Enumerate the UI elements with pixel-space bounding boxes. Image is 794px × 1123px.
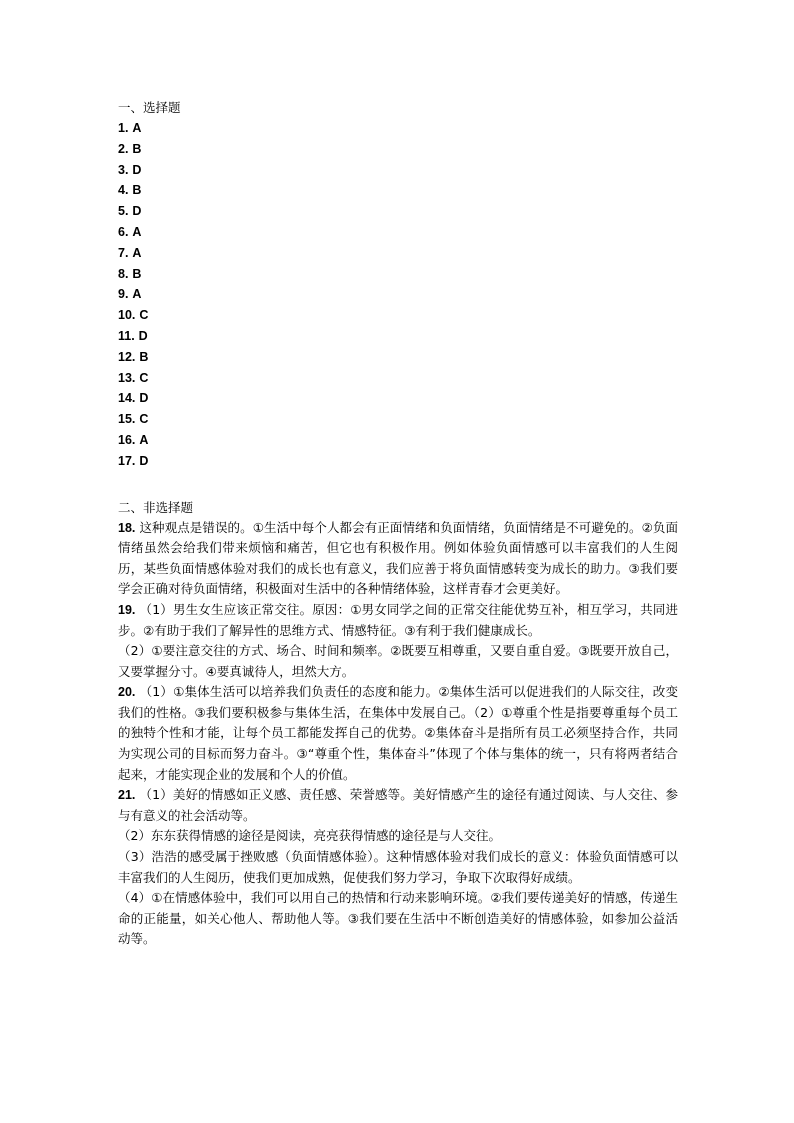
answer-text: （1）男生女生应该正常交往。原因：①男女同学之间的正常交往能优势互补，相互学习，共同进步。②有助于我们了解异性的思维方式、情感特征。③有利于我们健康成长。: [118, 601, 678, 638]
question-number: 1.: [118, 121, 129, 135]
question-number: 16.: [118, 432, 136, 447]
answer-letter: D: [139, 453, 149, 468]
answer-text: （1）①集体生活可以培养我们负责任的态度和能力。②集体生活可以促进我们的人际交往，改变我们的性格。③我们要积极参与集体生活，在集体中发展自己。（2）①尊重个性是指要尊重每个员工的独特个性和才能，让每个员工都能发挥自己的优势。②集体奋斗是指所有员工必须坚持合作，共同为实现公司的目标而努力奋斗。③“尊重个性，集体奋斗”体现了个体与集体的统一，只有将两者结合起来，才能实现企业的发展和个人的价值。: [118, 684, 678, 782]
choice-answer-11: [118, 326, 678, 347]
answer-q19-part1: [118, 600, 678, 641]
answer-letter: A: [132, 224, 142, 239]
answer-q20: [118, 682, 678, 785]
answer-letter: A: [132, 245, 142, 260]
answer-letter: C: [139, 370, 149, 385]
choice-answer-15: [118, 409, 678, 430]
answer-letter: B: [132, 183, 142, 198]
choice-answer-3: [118, 160, 678, 181]
question-number: 9.: [118, 287, 129, 302]
choice-answer-1: [118, 118, 678, 139]
question-number: 3.: [118, 162, 129, 177]
answer-sheet: [118, 97, 678, 950]
choice-answer-5: [118, 201, 678, 222]
answer-text: （1）美好的情感如正义感、责任感、荣誉感等。美好情感产生的途径有通过阅读、与人交往、参与有意义的社会活动等。: [118, 787, 678, 823]
choice-answer-4: [118, 180, 678, 201]
question-number: 11.: [118, 328, 135, 343]
choice-answer-14: [118, 388, 678, 409]
question-number: 7.: [118, 245, 129, 260]
answer-letter: B: [139, 349, 149, 364]
choice-answer-13: [118, 368, 678, 389]
answer-q19-part2: （2）①要注意交往的方式、场合、时间和频率。②既要互相尊重，又要自重自爱。③既要开放自己，又要掌握分寸。④要真诚待人，坦然大方。: [118, 643, 678, 679]
answer-q21-part2: （2）东东获得情感的途径是阅读，亮亮获得情感的途径是与人交往。: [118, 828, 501, 844]
answer-letter: B: [132, 141, 142, 156]
answer-letter: A: [132, 121, 142, 135]
question-number: 18.: [118, 520, 136, 535]
question-number: 2.: [118, 141, 129, 156]
choice-answer-list: [118, 118, 678, 472]
choice-answer-8: [118, 264, 678, 285]
choice-answer-2: [118, 139, 678, 160]
answer-letter: A: [132, 287, 142, 302]
question-number: 17.: [118, 453, 136, 468]
section-spacer: [118, 472, 678, 497]
choice-answer-7: [118, 243, 678, 264]
question-number: 20.: [118, 685, 136, 700]
choice-answer-10: [118, 305, 678, 326]
question-number: 21.: [118, 788, 136, 803]
question-number: 10.: [118, 308, 136, 323]
choice-answer-9: [118, 284, 678, 305]
answer-q21-part3: （3）浩浩的感受属于挫败感（负面情感体验）。这种情感体验对我们成长的意义：体验负面情感可以丰富我们的人生阅历，使我们更加成熟，促使我们努力学习，争取下次取得好成绩。: [118, 849, 678, 885]
answer-q21-part4: （4）①在情感体验中，我们可以用自己的热情和行动来影响环境。②我们要传递美好的情感，传递生命的正能量，如关心他人、帮助他人等。③我们要在生活中不断创造美好的情感体验，如参加公益活动等。: [118, 890, 678, 947]
answer-q21-part1: [118, 785, 678, 826]
question-number: 8.: [118, 266, 129, 281]
answer-letter: D: [138, 328, 148, 343]
answer-letter: C: [139, 308, 149, 323]
section-2-title: 二、非选择题: [118, 499, 194, 515]
choice-answer-17: [118, 451, 678, 472]
question-number: 13.: [118, 370, 136, 385]
answer-letter: B: [132, 266, 142, 281]
answer-text: 这种观点是错误的。①生活中每个人都会有正面情绪和负面情绪，负面情绪是不可避免的。②负面情绪虽然会给我们带来烦恼和痛苦，但它也有积极作用。例如体验负面情感可以丰富我们的人生阅历，某些负面情感体验对我们的成长也有意义，我们应善于将负面情感转变为成长的助力。③我们要学会正确对待负面情绪，积极面对生活中的各种情绪体验，这样青春才会更美好。: [118, 519, 678, 597]
question-number: 6.: [118, 224, 129, 239]
section-1-title: 一、选择题: [118, 100, 181, 115]
answer-letter: C: [139, 412, 149, 427]
question-number: 14.: [118, 391, 136, 406]
question-number: 19.: [118, 602, 136, 617]
question-number: 12.: [118, 349, 136, 364]
answer-letter: A: [139, 432, 149, 447]
question-number: 15.: [118, 412, 136, 427]
answer-letter: D: [132, 204, 142, 219]
choice-answer-16: [118, 430, 678, 451]
choice-answer-6: [118, 222, 678, 243]
answer-letter: D: [139, 391, 149, 406]
choice-answer-12: [118, 347, 678, 368]
question-number: 4.: [118, 183, 129, 198]
answer-q18: [118, 518, 678, 600]
question-number: 5.: [118, 204, 129, 219]
answer-letter: D: [132, 162, 142, 177]
